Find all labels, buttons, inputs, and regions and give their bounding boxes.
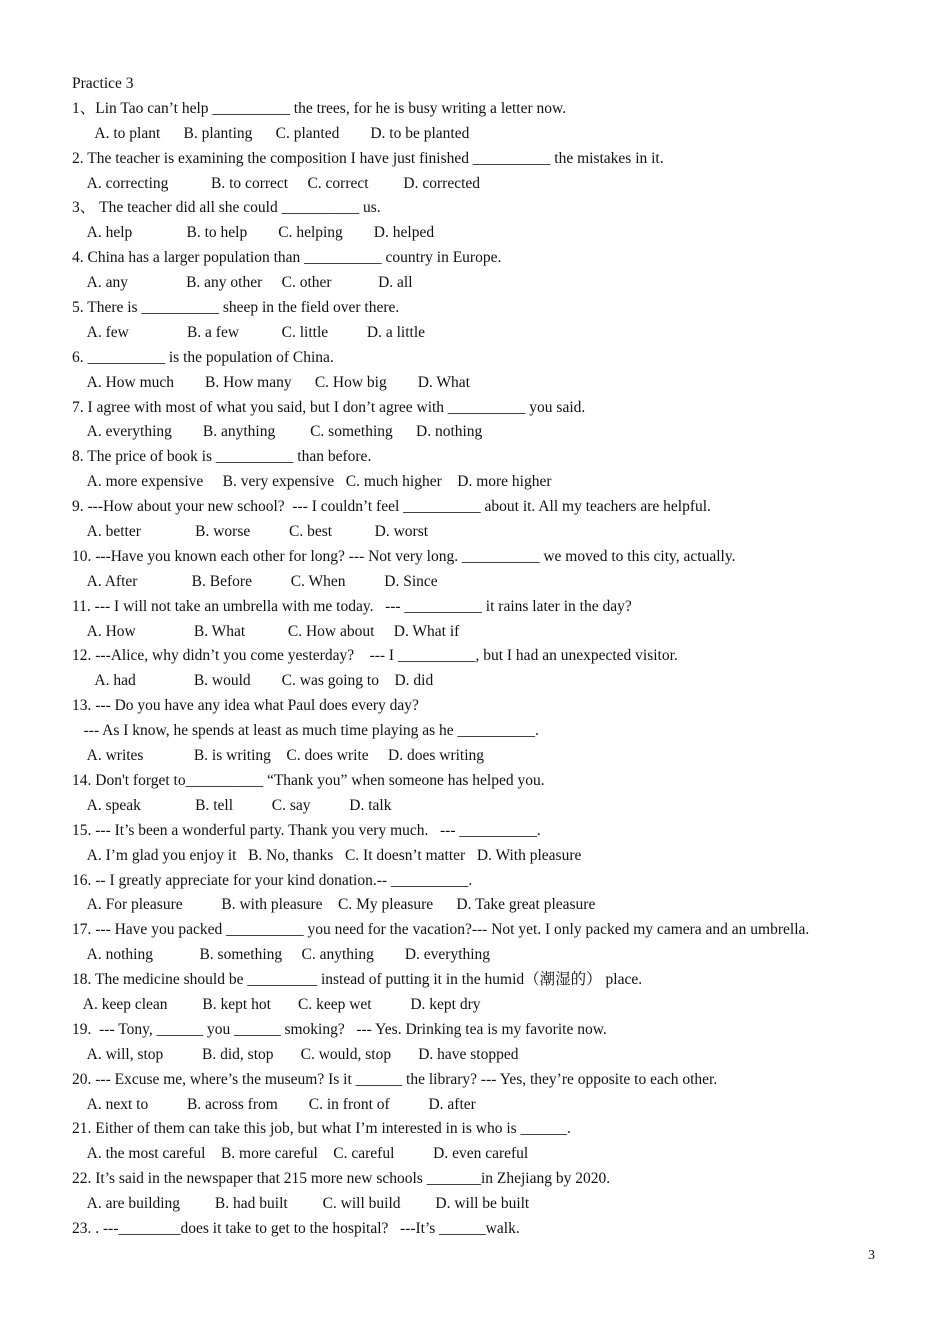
worksheet-line: A. better B. worse C. best D. worst xyxy=(72,523,429,541)
worksheet-line: A. How much B. How many C. How big D. What xyxy=(72,373,470,391)
worksheet-line: 12. ---Alice, why didn’t you come yesterday? --- I __________, but I had an unexpected visitor. xyxy=(72,647,678,665)
worksheet-line: A. next to B. across from C. in front of D. after xyxy=(72,1095,476,1113)
worksheet-line: 10. ---Have you known each other for long? --- Not very long. __________ we moved to this city, actually. xyxy=(72,547,736,565)
question-list xyxy=(72,97,882,1242)
worksheet-line: A. I’m glad you enjoy it B. No, thanks C. It doesn’t matter D. With pleasure xyxy=(72,846,582,864)
worksheet-line: 20. --- Excuse me, where’s the museum? Is it ______ the library? --- Yes, they’re opposite to each other. xyxy=(72,1070,718,1088)
worksheet-line: 6. __________ is the population of China. xyxy=(72,348,334,366)
worksheet-line: 16. -- I greatly appreciate for your kind donation.-- __________. xyxy=(72,871,473,889)
worksheet-line: 7. I agree with most of what you said, but I don’t agree with __________ you said. xyxy=(72,398,586,416)
worksheet-line: A. to plant B. planting C. planted D. to be planted xyxy=(72,124,470,142)
worksheet-line: A. are building B. had built C. will build D. will be built xyxy=(72,1195,530,1213)
worksheet-line: 15. --- It’s been a wonderful party. Thank you very much. --- __________. xyxy=(72,821,541,839)
worksheet-line: 3、 The teacher did all she could __________ us. xyxy=(72,199,381,217)
worksheet-line: 21. Either of them can take this job, but what I’m interested in is who is ______. xyxy=(72,1120,571,1138)
worksheet-line: A. speak B. tell C. say D. talk xyxy=(72,796,392,814)
worksheet-line: A. How B. What C. How about D. What if xyxy=(72,622,460,640)
worksheet-title: Practice 3 xyxy=(72,75,134,92)
worksheet-line: A. more expensive B. very expensive C. much higher D. more higher xyxy=(72,473,552,491)
worksheet-line: A. help B. to help C. helping D. helped xyxy=(72,224,435,242)
worksheet-line: A. will, stop B. did, stop C. would, stop D. have stopped xyxy=(72,1045,519,1063)
worksheet-line: A. everything B. anything C. something D. nothing xyxy=(72,423,483,441)
worksheet-line: 22. It’s said in the newspaper that 215 more new schools _______in Zhejiang by 2020. xyxy=(72,1170,611,1188)
worksheet-line: A. After B. Before C. When D. Since xyxy=(72,572,438,590)
worksheet-line: 14. Don't forget to__________ “Thank you” when someone has helped you. xyxy=(72,771,545,789)
worksheet-line: A. nothing B. something C. anything D. everything xyxy=(72,946,491,964)
worksheet-line: 9. ---How about your new school? --- I couldn’t feel __________ about it. All my teachers are helpful. xyxy=(72,498,711,516)
worksheet-line: 2. The teacher is examining the composition I have just finished __________ the mistakes in it. xyxy=(72,149,664,167)
worksheet-line: A. had B. would C. was going to D. did xyxy=(72,672,434,690)
worksheet-line: A. For pleasure B. with pleasure C. My pleasure D. Take great pleasure xyxy=(72,896,596,914)
worksheet-line: A. the most careful B. more careful C. careful D. even careful xyxy=(72,1145,529,1163)
worksheet-line: 11. --- I will not take an umbrella with me today. --- __________ it rains later in the day? xyxy=(72,597,632,615)
worksheet-line: 8. The price of book is __________ than before. xyxy=(72,448,372,466)
worksheet-line: 19. --- Tony, ______ you ______ smoking? --- Yes. Drinking tea is my favorite now. xyxy=(72,1020,607,1038)
worksheet-line: A. few B. a few C. little D. a little xyxy=(72,323,426,341)
worksheet-line: --- As I know, he spends at least as much time playing as he __________. xyxy=(72,722,539,740)
page-number: 3 xyxy=(868,1248,875,1263)
worksheet-line: 1、Lin Tao can’t help __________ the trees, for he is busy writing a letter now. xyxy=(72,99,567,117)
worksheet-line: 5. There is __________ sheep in the field over there. xyxy=(72,299,400,317)
worksheet-line: A. keep clean B. kept hot C. keep wet D. kept dry xyxy=(72,995,481,1013)
worksheet-line: 13. --- Do you have any idea what Paul does every day? xyxy=(72,697,419,715)
worksheet-line: A. writes B. is writing C. does write D. does writing xyxy=(72,747,485,765)
worksheet-line: A. any B. any other C. other D. all xyxy=(72,274,413,292)
worksheet-line: 23. . ---________does it take to get to the hospital? ---It’s ______walk. xyxy=(72,1219,520,1237)
worksheet-line: 4. China has a larger population than __________ country in Europe. xyxy=(72,249,502,267)
worksheet-page xyxy=(72,72,882,1242)
worksheet-line: A. correcting B. to correct C. correct D. corrected xyxy=(72,174,481,192)
worksheet-line: 17. --- Have you packed __________ you need for the vacation?--- Not yet. I only packed my camera and an umbrella. xyxy=(72,921,810,939)
worksheet-line: 18. The medicine should be _________ instead of putting it in the humid（潮湿的） place. xyxy=(72,971,643,989)
